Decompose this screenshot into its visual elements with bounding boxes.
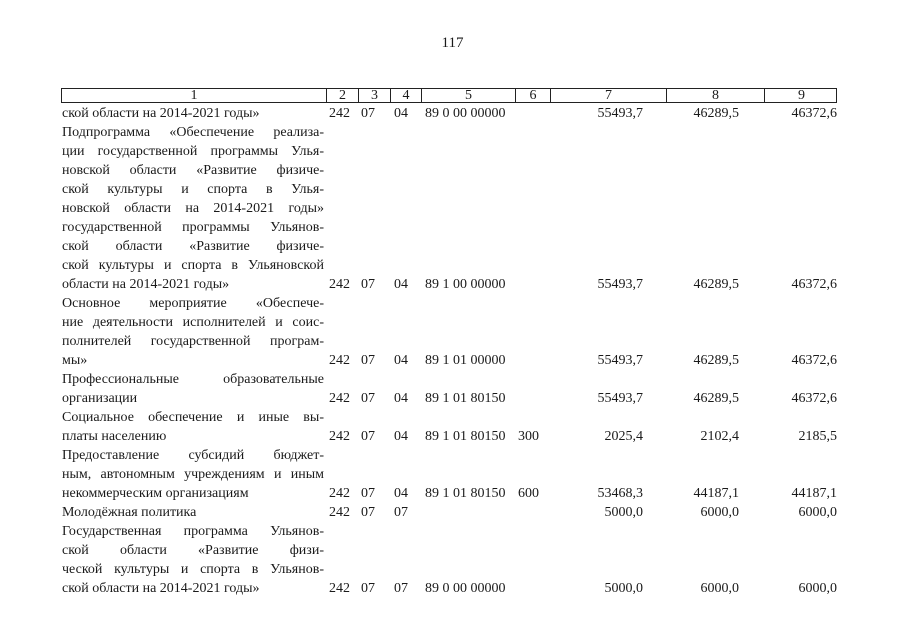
- header-cell-9: 9: [798, 88, 805, 103]
- row-name-line: новской области на 2014-2021 годы»: [62, 201, 324, 216]
- row-name: [62, 408, 324, 446]
- row-name: [62, 294, 324, 370]
- amount-col-7: 53468,3: [597, 486, 643, 501]
- amount-col-9: 2185,5: [798, 429, 837, 444]
- amount-col-9: 46372,6: [791, 106, 837, 121]
- row-name-line: организации: [62, 391, 138, 406]
- amount-col-9: 46372,6: [791, 277, 837, 292]
- row-name-line: ческой культуры и спорта в Ульянов-: [62, 562, 324, 577]
- row-name-line: области на 2014-2021 годы»: [62, 277, 230, 292]
- target-article: 89 1 01 80150: [425, 429, 506, 444]
- amount-col-7: 5000,0: [604, 581, 643, 596]
- subsection-code: 04: [394, 391, 408, 406]
- header-cell-2: 2: [327, 89, 359, 102]
- amount-col-8: 44187,1: [693, 486, 739, 501]
- row-name-line: Профессиональные образовательные: [62, 372, 324, 387]
- section-code: 07: [361, 106, 375, 121]
- target-article: 89 1 00 00000: [425, 277, 506, 292]
- target-article: 89 0 00 00000: [425, 106, 506, 121]
- row-name: [62, 104, 324, 123]
- row-name-line: Государственная программа Ульянов-: [62, 524, 324, 539]
- section-code: 07: [361, 429, 375, 444]
- ved-code: 242: [329, 391, 350, 406]
- amount-col-9: 44187,1: [791, 486, 837, 501]
- row-name-line: мы»: [62, 353, 88, 368]
- header-cell-8: 8: [667, 89, 765, 102]
- section-code: 07: [361, 353, 375, 368]
- subsection-code: 04: [394, 353, 408, 368]
- amount-col-8: 46289,5: [693, 391, 739, 406]
- row-name-line: ным, автономным учреждениям и иным: [62, 467, 324, 482]
- row-name: [62, 522, 324, 598]
- amount-col-8: 46289,5: [693, 277, 739, 292]
- amount-col-9: 46372,6: [791, 391, 837, 406]
- amount-col-9: 6000,0: [798, 505, 837, 520]
- ved-code: 242: [329, 505, 350, 520]
- amount-col-7: 5000,0: [604, 505, 643, 520]
- amount-col-8: 6000,0: [700, 505, 739, 520]
- subsection-code: 04: [394, 486, 408, 501]
- row-name-line: Основное мероприятие «Обеспече-: [62, 296, 324, 311]
- header-cell-3: 3: [359, 89, 391, 102]
- row-name-line: ской области на 2014-2021 годы»: [62, 106, 260, 121]
- row-name: [62, 446, 324, 503]
- section-code: 07: [361, 391, 375, 406]
- target-article: 89 1 01 80150: [425, 391, 506, 406]
- row-name: [62, 123, 324, 294]
- section-code: 07: [361, 486, 375, 501]
- expense-type: 300: [518, 429, 539, 444]
- amount-col-9: 6000,0: [798, 581, 837, 596]
- row-name-line: ской культуры и спорта в Улья-: [62, 182, 324, 197]
- amount-col-8: 46289,5: [693, 353, 739, 368]
- ved-code: 242: [329, 277, 350, 292]
- ved-code: 242: [329, 429, 350, 444]
- table-header: [61, 88, 837, 103]
- row-name-line: новской области «Развитие физиче-: [62, 163, 324, 178]
- amount-col-7: 55493,7: [597, 277, 643, 292]
- subsection-code: 04: [394, 429, 408, 444]
- section-code: 07: [361, 277, 375, 292]
- row-name-line: государственной программы Ульянов-: [62, 220, 324, 235]
- target-article: 89 1 01 00000: [425, 353, 506, 368]
- amount-col-9: 46372,6: [791, 353, 837, 368]
- row-name: [62, 370, 324, 408]
- row-name-line: платы населению: [62, 429, 167, 444]
- section-code: 07: [361, 581, 375, 596]
- row-name-line: ской области на 2014-2021 годы»: [62, 581, 260, 596]
- row-name-line: Молодёжная политика: [62, 505, 197, 520]
- amount-col-8: 2102,4: [700, 429, 739, 444]
- section-code: 07: [361, 505, 375, 520]
- target-article: 89 1 01 80150: [425, 486, 506, 501]
- page-number: 117: [441, 35, 464, 51]
- amount-col-7: 2025,4: [604, 429, 643, 444]
- header-cell-6: 6: [516, 89, 551, 102]
- row-name-line: ние деятельности исполнителей и соис-: [62, 315, 324, 330]
- amount-col-8: 6000,0: [700, 581, 739, 596]
- row-name-line: ской области «Развитие физи-: [62, 543, 324, 558]
- row-name-line: ции государственной программы Улья-: [62, 144, 324, 159]
- row-name-line: ской области «Развитие физиче-: [62, 239, 324, 254]
- row-name-line: Подпрограмма «Обеспечение реализа-: [62, 125, 324, 140]
- row-name-line: ской культуры и спорта в Ульяновской: [62, 258, 324, 273]
- row-name-line: некоммерческим организациям: [62, 486, 249, 501]
- row-name-line: Социальное обеспечение и иные вы-: [62, 410, 324, 425]
- amount-col-8: 46289,5: [693, 106, 739, 121]
- ved-code: 242: [329, 353, 350, 368]
- header-cell-1: 1: [62, 89, 327, 102]
- amount-col-7: 55493,7: [597, 353, 643, 368]
- expense-type: 600: [518, 486, 539, 501]
- header-cell-4: 4: [391, 89, 422, 102]
- table-body: [0, 104, 905, 604]
- row-name-line: полнителей государственной програм-: [62, 334, 324, 349]
- subsection-code: 04: [394, 277, 408, 292]
- header-cell-5: 5: [422, 89, 516, 102]
- ved-code: 242: [329, 581, 350, 596]
- subsection-code: 07: [394, 581, 408, 596]
- row-name: [62, 503, 324, 522]
- target-article: 89 0 00 00000: [425, 581, 506, 596]
- amount-col-7: 55493,7: [597, 106, 643, 121]
- header-cell-7: 7: [551, 89, 667, 102]
- ved-code: 242: [329, 106, 350, 121]
- ved-code: 242: [329, 486, 350, 501]
- amount-col-7: 55493,7: [597, 391, 643, 406]
- subsection-code: 04: [394, 106, 408, 121]
- subsection-code: 07: [394, 505, 408, 520]
- row-name-line: Предоставление субсидий бюджет-: [62, 448, 324, 463]
